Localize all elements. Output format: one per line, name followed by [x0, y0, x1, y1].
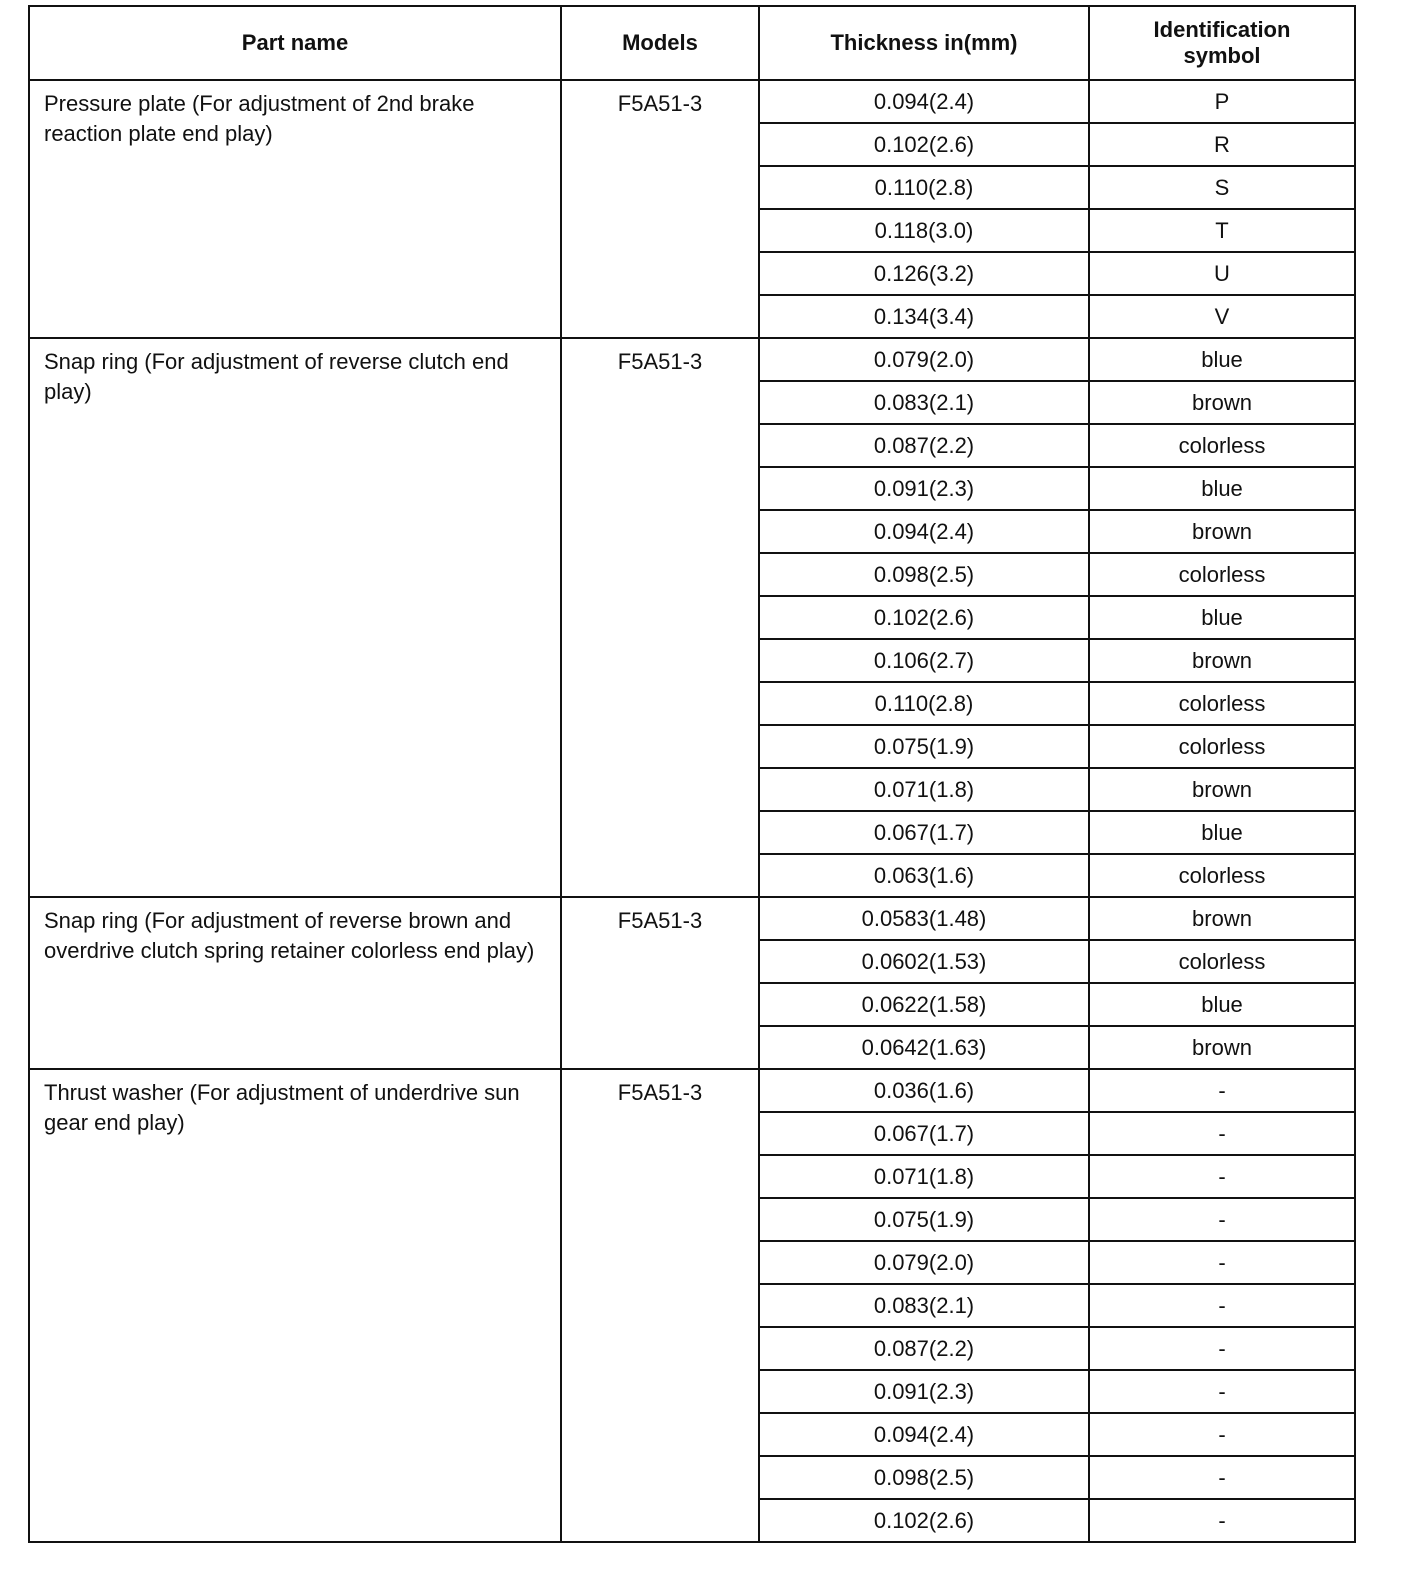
- identification-symbol-cell: colorless: [1089, 725, 1355, 768]
- thickness-cell: 0.075(1.9): [759, 725, 1089, 768]
- identification-symbol-cell: S: [1089, 166, 1355, 209]
- thickness-cell: 0.091(2.3): [759, 467, 1089, 510]
- header-models: Models: [561, 6, 759, 80]
- thickness-cell: 0.102(2.6): [759, 596, 1089, 639]
- thickness-cell: 0.083(2.1): [759, 1284, 1089, 1327]
- identification-symbol-cell: colorless: [1089, 682, 1355, 725]
- model-cell: F5A51-3: [561, 897, 759, 1069]
- thickness-cell: 0.0583(1.48): [759, 897, 1089, 940]
- thickness-cell: 0.071(1.8): [759, 768, 1089, 811]
- identification-symbol-cell: colorless: [1089, 940, 1355, 983]
- thickness-cell: 0.087(2.2): [759, 424, 1089, 467]
- thickness-cell: 0.126(3.2): [759, 252, 1089, 295]
- thickness-cell: 0.036(1.6): [759, 1069, 1089, 1112]
- thickness-cell: 0.098(2.5): [759, 1456, 1089, 1499]
- identification-symbol-cell: -: [1089, 1069, 1355, 1112]
- identification-symbol-cell: -: [1089, 1370, 1355, 1413]
- thickness-cell: 0.091(2.3): [759, 1370, 1089, 1413]
- thickness-cell: 0.110(2.8): [759, 166, 1089, 209]
- identification-symbol-cell: -: [1089, 1327, 1355, 1370]
- identification-symbol-cell: brown: [1089, 1026, 1355, 1069]
- identification-symbol-cell: colorless: [1089, 424, 1355, 467]
- thickness-cell: 0.0622(1.58): [759, 983, 1089, 1026]
- part-name-cell: Thrust washer (For adjustment of underdrive sun gear end play): [29, 1069, 561, 1542]
- thickness-cell: 0.094(2.4): [759, 80, 1089, 123]
- identification-symbol-cell: blue: [1089, 338, 1355, 381]
- thickness-cell: 0.0602(1.53): [759, 940, 1089, 983]
- identification-symbol-cell: colorless: [1089, 854, 1355, 897]
- part-name-cell: Snap ring (For adjustment of reverse clutch end play): [29, 338, 561, 897]
- thickness-cell: 0.094(2.4): [759, 510, 1089, 553]
- model-cell: F5A51-3: [561, 1069, 759, 1542]
- table-body: [29, 80, 1355, 1542]
- thickness-cell: 0.110(2.8): [759, 682, 1089, 725]
- identification-symbol-cell: -: [1089, 1284, 1355, 1327]
- thickness-cell: 0.083(2.1): [759, 381, 1089, 424]
- identification-symbol-cell: -: [1089, 1456, 1355, 1499]
- thickness-cell: 0.098(2.5): [759, 553, 1089, 596]
- identification-symbol-cell: brown: [1089, 381, 1355, 424]
- header-identification-line1: Identification: [1153, 17, 1291, 42]
- thickness-cell: 0.134(3.4): [759, 295, 1089, 338]
- identification-symbol-cell: colorless: [1089, 553, 1355, 596]
- table-row: [29, 897, 1355, 940]
- thickness-cell: 0.071(1.8): [759, 1155, 1089, 1198]
- thickness-cell: 0.106(2.7): [759, 639, 1089, 682]
- identification-symbol-cell: -: [1089, 1413, 1355, 1456]
- identification-symbol-cell: -: [1089, 1198, 1355, 1241]
- thickness-cell: 0.067(1.7): [759, 1112, 1089, 1155]
- header-part-name: Part name: [29, 6, 561, 80]
- identification-symbol-cell: -: [1089, 1241, 1355, 1284]
- identification-symbol-cell: blue: [1089, 467, 1355, 510]
- identification-symbol-cell: brown: [1089, 639, 1355, 682]
- table-row: [29, 1069, 1355, 1112]
- header-thickness: Thickness in(mm): [759, 6, 1089, 80]
- identification-symbol-cell: brown: [1089, 897, 1355, 940]
- identification-symbol-cell: blue: [1089, 983, 1355, 1026]
- thickness-cell: 0.102(2.6): [759, 1499, 1089, 1542]
- identification-symbol-cell: blue: [1089, 596, 1355, 639]
- identification-symbol-cell: P: [1089, 80, 1355, 123]
- identification-symbol-cell: -: [1089, 1112, 1355, 1155]
- identification-symbol-cell: -: [1089, 1499, 1355, 1542]
- thickness-cell: 0.0642(1.63): [759, 1026, 1089, 1069]
- thickness-cell: 0.094(2.4): [759, 1413, 1089, 1456]
- identification-symbol-cell: brown: [1089, 510, 1355, 553]
- thickness-cell: 0.075(1.9): [759, 1198, 1089, 1241]
- spec-table: [28, 5, 1356, 1543]
- identification-symbol-cell: U: [1089, 252, 1355, 295]
- thickness-cell: 0.079(2.0): [759, 338, 1089, 381]
- part-name-cell: Pressure plate (For adjustment of 2nd brake reaction plate end play): [29, 80, 561, 338]
- thickness-cell: 0.079(2.0): [759, 1241, 1089, 1284]
- identification-symbol-cell: -: [1089, 1155, 1355, 1198]
- identification-symbol-cell: blue: [1089, 811, 1355, 854]
- thickness-cell: 0.087(2.2): [759, 1327, 1089, 1370]
- identification-symbol-cell: T: [1089, 209, 1355, 252]
- table-row: [29, 338, 1355, 381]
- thickness-cell: 0.118(3.0): [759, 209, 1089, 252]
- thickness-cell: 0.067(1.7): [759, 811, 1089, 854]
- identification-symbol-cell: brown: [1089, 768, 1355, 811]
- thickness-cell: 0.063(1.6): [759, 854, 1089, 897]
- identification-symbol-cell: V: [1089, 295, 1355, 338]
- header-identification-line2: symbol: [1183, 43, 1261, 68]
- thickness-cell: 0.102(2.6): [759, 123, 1089, 166]
- model-cell: F5A51-3: [561, 338, 759, 897]
- model-cell: F5A51-3: [561, 80, 759, 338]
- identification-symbol-cell: R: [1089, 123, 1355, 166]
- part-name-cell: Snap ring (For adjustment of reverse brown and overdrive clutch spring retainer colorless end play): [29, 897, 561, 1069]
- table-row: [29, 80, 1355, 123]
- header-row: [29, 6, 1355, 80]
- header-identification-symbol: [1089, 6, 1355, 80]
